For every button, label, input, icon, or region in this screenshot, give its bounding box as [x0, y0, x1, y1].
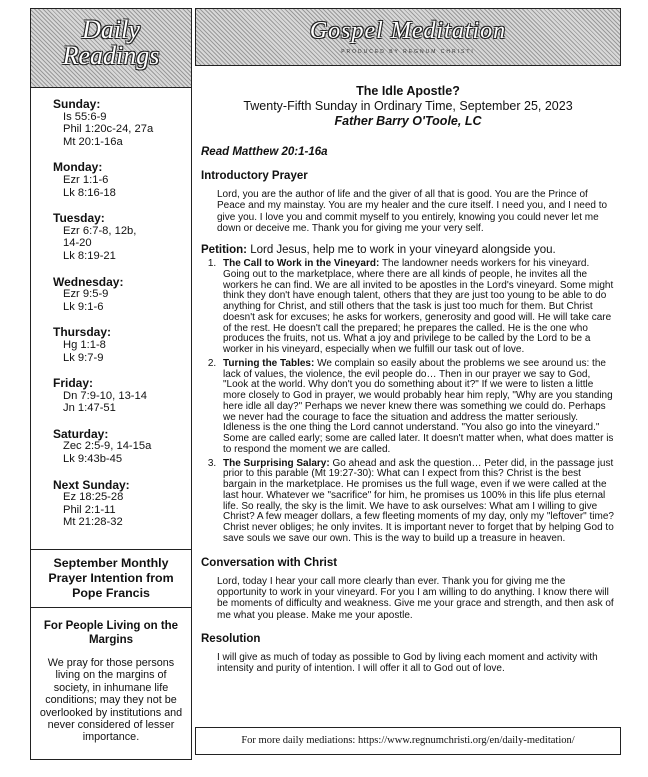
introductory-prayer-text: Lord, you are the author of life and the giver of all that is good. You are the Prince of Peace and my mainstay. You are my healer and the cure itself. I need you, and I need to give you. I love you and commit myself to you entirely, knowing you could never let me down or deceive me. Thank you for giving me your very self. [217, 189, 608, 234]
prayer-intention-title: September Monthly Prayer Intention from Pope Francis [31, 550, 191, 608]
reading-reference-item: Lk 9:1-6 [63, 300, 104, 313]
reading-day-name: Monday: [53, 160, 103, 175]
reading-day-name: Thursday: [53, 325, 112, 340]
reading-day [53, 212, 191, 262]
reading-reference-item: Ezr 9:5-9 [63, 288, 109, 301]
prayer-intention-subtitle: For People Living on the Margins [43, 620, 179, 646]
gospel-meditation-title: Gospel Meditation [309, 18, 507, 44]
point-title: The Surprising Salary: [223, 457, 330, 469]
reading-day-name: Friday: [53, 376, 94, 391]
reading-day [53, 276, 191, 314]
reading-reference: Read Matthew 20:1-16a [201, 146, 328, 158]
petition-label: Petition: [201, 244, 247, 257]
point-text: We complain so easily about the problems we see around us: the lack of values, the violence, the evil people do… Then in our prayer we say to God, "Look at the world. Why don't you do something about it?" If we were to listen a little more closely to God in prayer, we would probably hear him reply, "Why are you standing here idle all day?" Perhaps we never knew there was something we could do. Perhaps we never had the courage to face the situation and address the matter seriously. Idleness is the one thing the Lord cannot understand. "You also go into the vineyard." Some are called early; some are called later. It doesn't matter when, what does matter is to respond the moment we are called. [223, 357, 614, 455]
reading-day-name: Saturday: [53, 426, 109, 441]
reading-reference-item: Lk 8:16-18 [63, 186, 116, 199]
reading-day-name: Tuesday: [53, 211, 105, 226]
gospel-meditation-main [195, 8, 621, 674]
meditation-header [195, 84, 621, 128]
footer-link-text[interactable]: For more daily mediations: https://www.regnumchristi.org/en/daily-meditation/ [241, 735, 575, 746]
reading-day [53, 161, 191, 199]
gospel-meditation-banner [195, 8, 621, 66]
reading-reference-item: Jn 1:47-51 [63, 402, 116, 415]
reading-reference-item: Ez 18:25-28 [63, 491, 124, 504]
meditation-points [195, 259, 615, 545]
reading-day-name: Sunday: [53, 97, 101, 111]
reading-reference-item: Ezr 1:1-6 [63, 173, 109, 186]
reading-day-name: Wednesday: [53, 274, 124, 289]
meditation-point [219, 359, 615, 456]
reading-reference-item: Lk 9:43b-45 [63, 453, 123, 466]
daily-readings-banner [31, 9, 191, 88]
prayer-intention-text: We pray for those persons living on the margins of society, in inhumane life conditions; may they not be overlooked by institutions and never considered of lesser importance. [39, 657, 183, 744]
prayer-intention-box [31, 549, 191, 744]
reading-day-name: Next Sunday: [53, 477, 130, 492]
meditation-point [219, 259, 615, 356]
petition-text: Lord Jesus, help me to work in your vineyard alongside you. [250, 244, 556, 257]
reading-reference-item: Zec 2:5-9, 14-15a [63, 440, 152, 453]
introductory-prayer-heading: Introductory Prayer [201, 170, 308, 182]
petition [201, 244, 621, 256]
reading-day [53, 326, 191, 364]
point-title: Turning the Tables: [223, 357, 315, 369]
reading-day [53, 479, 191, 529]
reading-reference-item: 14-20 [63, 237, 92, 250]
resolution-heading: Resolution [201, 632, 261, 645]
reading-reference-item: Phil 1:20c-24, 27a [63, 123, 154, 136]
conversation-heading: Conversation with Christ [201, 556, 338, 569]
point-text: The landowner needs workers for his vineyard. Going out to the marketplace, where there are all kinds of people, he invites all the workers he can find. We are all invited to be apostles in the Lord's vineyard. Some might think they don't have enough talent, others that they are just too young to be able to do anything for Christ, and still others that the task is just too much for them. But Christ doesn't ask for excuses; he asks for workers, generosity and good will. He will take care of the rest. He doesn't call the prepared; he prepares the called. He is the one who produces the fruits, not us. What a joy and privilege to be called by the Lord to be a worker in his vineyard, especially when we fulfill our task out of love. [223, 258, 614, 356]
reading-reference-item: Mt 20:1-16a [63, 135, 123, 148]
reading-reference-item: Mt 21:28-32 [63, 516, 123, 529]
reading-reference-item: Lk 8:19-21 [63, 249, 116, 262]
reading-reference-item: Phil 2:1-11 [63, 503, 116, 516]
gospel-meditation-subtitle: PRODUCED BY REGNUM CHRISTI [341, 49, 475, 55]
meditation-title: The Idle Apostle? [356, 84, 460, 98]
meditation-author: Father Barry O'Toole, LC [334, 114, 482, 128]
conversation-text: Lord, today I hear your call more clearly than ever. Thank you for giving me the opportunity to work in your vineyard. For you I am willing to do anything. I know there will be moments of difficulty and weakness. Give me your grace and strength, and then ask of me what you please. Make me your apostle. [217, 575, 614, 621]
reading-day [53, 428, 191, 466]
reading-reference-item: Ezr 6:7-8, 12b, [63, 224, 137, 237]
reading-reference-item: Is 55:6-9 [63, 110, 107, 123]
daily-readings-sidebar [30, 8, 192, 760]
reading-reference-item: Lk 9:7-9 [63, 351, 104, 364]
point-title: The Call to Work in the Vineyard: [223, 258, 380, 270]
meditation-point [219, 459, 615, 545]
point-text: Go ahead and ask the question… Peter did, in the passage just prior to this parable (Mt 19:27-30): What can I expect from this? Christ is the best bargain in the marketplace. He promises us the full wage, even if we were called at the last hour. Whatever we "sacrifice" for him, he promises us 100% in this life plus eternal life. So really, the sky is the limit. We have to ask ourselves: What am I willing to give Christ? A few meager dollars, a few fleeting moments of my day, only my "leftover" time? Christ never obliges; he only invites. It is important never to forget that by helping God to save souls we save our own. This is the way to build up a treasure in heaven. [223, 457, 614, 544]
daily-readings-title [31, 17, 191, 69]
resolution-text: I will give as much of today as possible to God by living each moment and activity with intensity and purity of intention. I will offer it all to God out of love. [217, 651, 598, 675]
readings-list [31, 88, 191, 529]
reading-reference-item: Dn 7:9-10, 13-14 [63, 389, 147, 402]
daily-readings-title-line1: Daily [82, 15, 140, 44]
meditation-occasion: Twenty-Fifth Sunday in Ordinary Time, September 25, 2023 [243, 99, 573, 113]
footer-link-box [195, 727, 621, 755]
reading-reference-item: Hg 1:1-8 [63, 338, 106, 351]
reading-day [53, 98, 191, 148]
daily-readings-title-line2: Readings [62, 41, 160, 70]
reading-day [53, 377, 191, 415]
